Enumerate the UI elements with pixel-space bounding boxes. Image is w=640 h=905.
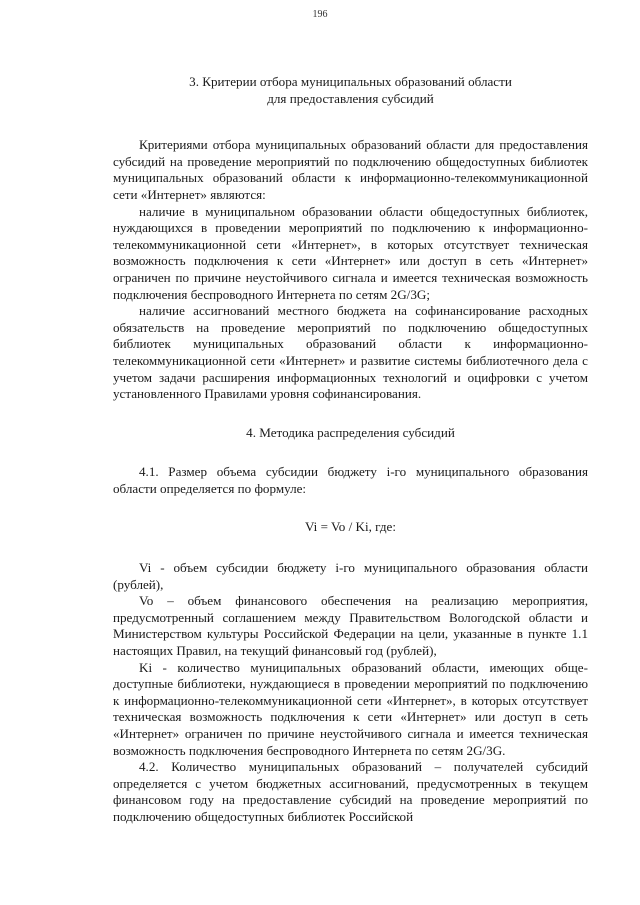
- page-number: 196: [312, 9, 328, 20]
- definition-vo: Vo – объем финансового обеспечения на реализацию мероприятия, предусмотренный соглашением между Правительством Вологодской области и Министерством культуры Российской Федерации на цели, указанные в пункте 1.1 настоящих Правил, на текущий финансовый год (рублей),: [113, 593, 588, 659]
- formula: Vi = Vo / Ki, где:: [305, 519, 396, 535]
- document-body: [113, 74, 588, 826]
- paragraph-4-2: 4.2. Количество муниципальных образований – получателей субсидий определяется с учетом бюджетных ассигнований, предусмотренных в текущем финансовом году на предоставление субсидий на проведение мероприятий по подключению общедоступных библиотек Российской: [113, 759, 588, 824]
- criterion-2: наличие ассигнований местного бюджета на софинансирование расходных обязательств на проведение мероприятий по подключению общедоступных библиотек муниципальных образований области к информационно-телекоммуникационной сети «Интернет» и развитие системы библиотечного дела с учетом задачи расширения информационных технологий и оцифровки с учетом установленного Правилами уровня софинансирования.: [113, 303, 588, 402]
- section-3-heading-line-2: для предоставления субсидий: [267, 90, 434, 106]
- definition-ki: Ki - количество муниципальных образований области, имеющих общедоступные библиотеки, нуждающиеся в проведении мероприятий по подключению к информационно-телекоммуникационной сети «Интернет», в которых отсутствует техническая возможность подключения к сети «Интернет» или доступ в сеть «Интернет» ограничен по причине неустойчивого сигнала и имеется техническая возможность подключения беспроводного Интернета по сетям 2G/3G.: [113, 659, 588, 758]
- section-3-heading-line-1: 3. Критерии отбора муниципальных образований области: [189, 74, 512, 89]
- definition-vi: Vi - объем субсидии бюджету i-го муниципального образования области (рублей),: [113, 560, 588, 592]
- criterion-1: наличие в муниципальном образовании области общедоступных библиотек, нуждающихся в проведении мероприятий по подключению к информационно-телекоммуникационной сети «Интернет», в которых отсутствует техническая возможность подключения к сети «Интернет» или доступ в сеть «Интернет» ограничен по причине неустойчивого сигнала и имеется техническая возможность подключения беспроводного Интернета по сетям 2G/3G;: [113, 203, 588, 302]
- section-4-heading: 4. Методика распределения субсидий: [246, 424, 455, 440]
- paragraph-4-1: 4.1. Размер объема субсидии бюджету i-го муниципального образования области определяется по формуле:: [113, 464, 588, 496]
- section-3-heading: [113, 74, 588, 107]
- section-3-intro: Критериями отбора муниципальных образований области для предоставления субсидий на проведение мероприятий по подключению общедоступных библиотек муниципальных образований области к информационно-телекоммуникационной сети «Интернет» являются:: [113, 137, 588, 202]
